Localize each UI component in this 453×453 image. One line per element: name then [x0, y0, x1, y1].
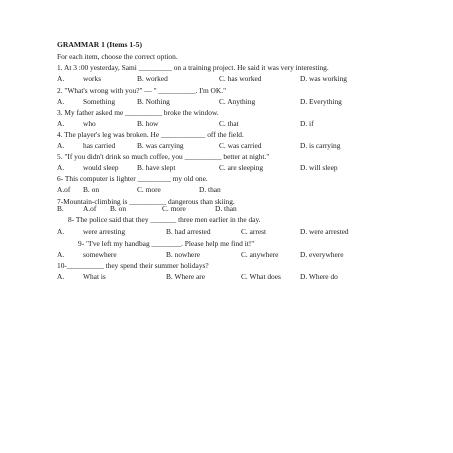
question-3: 3. My father asked me __________ broke the window. — [57, 108, 219, 117]
option-a: A.of — [83, 204, 97, 213]
option-b: B. have slept — [137, 163, 176, 172]
option-a: Something — [83, 97, 116, 106]
question-6: 6- This computer is lighter _________ my old one. — [57, 174, 208, 183]
option-b: B. on — [83, 185, 100, 194]
option-d: D. if — [300, 119, 314, 128]
question-4: 4. The player's leg was broken. He ____________ off the field. — [57, 130, 244, 139]
option-a: works — [83, 74, 102, 83]
question-7: 7-Mountain-climbing is __________ dangerous than skiing. — [57, 197, 235, 206]
option-c: C. anywhere — [241, 250, 279, 259]
option-letter: A. — [57, 227, 65, 236]
page-title: GRAMMAR 1 (Items 1-5) — [57, 40, 142, 49]
question-9: 9- "I've left my handbag ________. Please help me find it!" — [78, 239, 255, 248]
option-c: C. more — [137, 185, 161, 194]
option-a: would sleep — [83, 163, 119, 172]
option-d: D. than — [199, 185, 221, 194]
option-letter: A. — [57, 141, 65, 150]
option-d: D. Everything — [300, 97, 342, 106]
option-d: D. is carrying — [300, 141, 341, 150]
option-d: D. was working — [300, 74, 348, 83]
question-10: 10-__________ they spend their summer holidays? — [57, 261, 209, 270]
option-a: somewhere — [83, 250, 117, 259]
option-d: D. than — [215, 204, 237, 213]
option-a: What is — [83, 272, 106, 281]
option-b: B. Nothing — [137, 97, 170, 106]
option-c: C. more — [162, 204, 186, 213]
option-d: D. Where do — [300, 272, 338, 281]
option-b: B. nowhere — [166, 250, 201, 259]
option-letter: A. — [57, 272, 65, 281]
option-c: C. are sleeping — [219, 163, 264, 172]
option-b: B. on — [110, 204, 127, 213]
option-c: C. has worked — [219, 74, 262, 83]
option-b: B. Where are — [166, 272, 206, 281]
option-b: B. worked — [137, 74, 168, 83]
option-d: D. everywhere — [300, 250, 344, 259]
option-letter: A. — [57, 119, 65, 128]
option-a: were arresting — [83, 227, 126, 236]
option-a: who — [83, 119, 96, 128]
option-b: B. was carrying — [137, 141, 184, 150]
option-letter: B. — [57, 204, 64, 213]
instruction-text: For each item, choose the correct option. — [57, 52, 178, 61]
option-c: C. Anything — [219, 97, 256, 106]
question-5: 5. "If you didn't drink so much coffee, you __________ better at night." — [57, 152, 270, 161]
option-a: A.of — [57, 185, 71, 194]
option-c: C. was carried — [219, 141, 262, 150]
question-2: 2. "What's wrong with you?" — " __________. I'm OK." — [57, 86, 227, 95]
option-letter: A. — [57, 250, 65, 259]
option-letter: A. — [57, 97, 65, 106]
option-letter: A. — [57, 163, 65, 172]
option-letter: A. — [57, 74, 65, 83]
option-c: C. What does — [241, 272, 281, 281]
option-b: B. how — [137, 119, 159, 128]
option-a: has carried — [83, 141, 116, 150]
question-1: 1. At 3 :00 yesterday, Sami _________ on a training project. He said it was very interesting. — [57, 63, 329, 72]
option-c: C. arrest — [241, 227, 267, 236]
question-8: 8- The police said that they _______ three men earlier in the day. — [68, 215, 261, 224]
option-c: C. that — [219, 119, 239, 128]
option-d: D. will sleep — [300, 163, 338, 172]
option-b: B. had arrested — [166, 227, 211, 236]
option-d: D. were arrested — [300, 227, 349, 236]
